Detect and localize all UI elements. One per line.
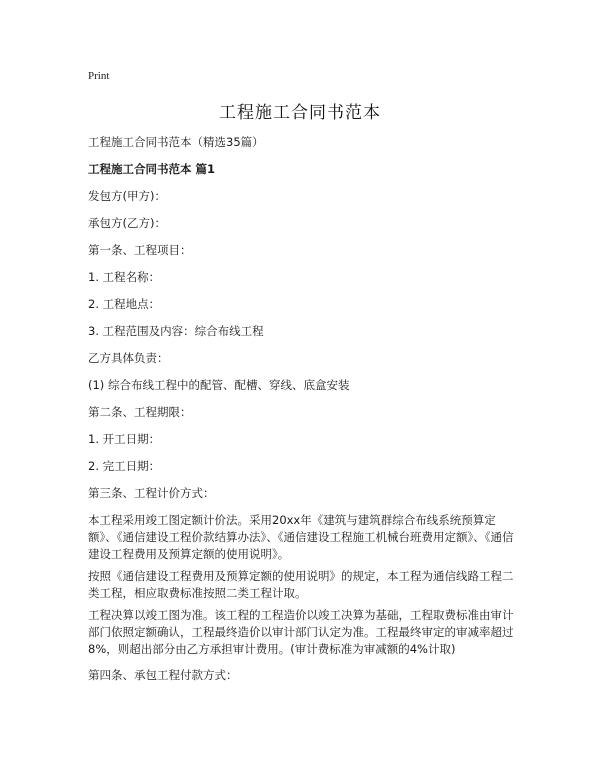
paragraph: 乙方具体负责： [88,351,169,365]
paragraph: 第四条、承包工程付款方式： [88,668,238,682]
paragraph: (1) 综合布线工程中的配管、配槽、穿线、底盒安装 [88,378,350,392]
document-title: 工程施工合同书范本 [219,103,381,123]
paragraph: 1. 工程名称： [88,270,161,284]
paragraph: 2. 完工日期： [88,459,161,473]
paragraph: 承包方(乙方)： [88,216,166,230]
paragraph: 按照《通信建设工程费用及预算定额的使用说明》的规定，本工程为通信线路工程二类工程，相应取费标准按照二类工程计取。 [88,569,514,600]
paragraph: 第三条、工程计价方式： [88,486,215,500]
paragraph: 1. 开工日期： [88,432,161,446]
paragraph: 发包方(甲方)： [88,189,166,203]
paragraph: 本工程采用竣工图定额计价法。采用20xx年《建筑与建筑群综合布线系统预算定额》、《通信建设工程价款结算办法》、《通信建设工程施工机械台班费用定额》、《通信建设工程费用及预算定额的使用说明》。 [88,513,514,561]
section-heading: 工程施工合同书范本 篇1 [88,162,216,176]
print-label[interactable]: Print [88,70,110,82]
paragraph: 2. 工程地点： [88,297,161,311]
document-subtitle: 工程施工合同书范本（精选35篇） [88,135,264,149]
paragraph: 第一条、工程项目： [88,243,192,257]
paragraph: 工程决算以竣工图为准。该工程的工程造价以竣工决算为基础，工程取费标准由审计部门依照定额确认，工程最终造价以审计部门认定为准。工程最终审定的审减率超过8%，则超出部分由乙方承担审计费用。(审计费标准为审减额的4%计取) [88,608,514,656]
paragraph: 第二条、工程期限： [88,405,192,419]
paragraph: 3. 工程范围及内容：综合布线工程 [88,324,264,338]
